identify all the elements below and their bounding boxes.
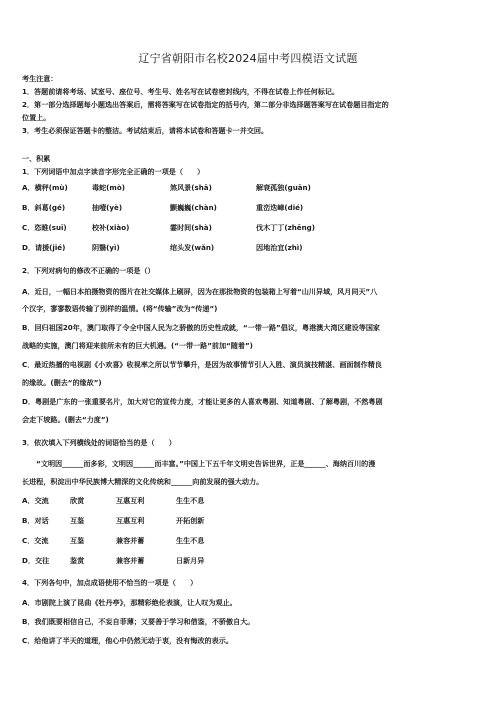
text-line: A．近日，一幅日本拍摄物资的图片在社交媒体上刷屏，因为在那批物资的包装箱上写着“山川异域，风月同天”八 bbox=[22, 287, 378, 296]
notice-line: 1．答题前请将考场、试室号、座位号、考生号、姓名写在试卷密封线内，不得在试卷上作任何标记。 bbox=[22, 87, 340, 96]
option-part: 解衰孤独(guān) bbox=[256, 183, 311, 192]
page-title: 辽宁省朝阳市名校2024届中考四模语文试题 bbox=[138, 52, 358, 65]
notice-line: 2．第一部分选择题每小题选出答案后，需将答案写在试卷指定的括号内，第二部分非选择题答案写在试卷题目指定的 bbox=[22, 100, 389, 109]
option-part: A．交流 bbox=[22, 496, 49, 505]
q1-option-c bbox=[22, 223, 474, 233]
text-line: C．最近热播的电视剧《小欢喜》收视率之所以节节攀升，是因为故事情节引人入胜、演员演技精湛、画面制作精良 bbox=[22, 360, 382, 369]
option-part: 颤巍巍(chàn) bbox=[170, 203, 217, 212]
option-part: D．请援(jié) bbox=[22, 243, 66, 252]
option-part: 兼容并蓄 bbox=[116, 536, 145, 545]
option-part: 生生不息 bbox=[176, 496, 205, 505]
q3-option-c bbox=[22, 536, 474, 546]
text-line: 会走下坡路。(删去“力度”) bbox=[22, 415, 109, 424]
q3-option-b bbox=[22, 516, 474, 526]
text-line: 战略的实施，澳门将迎来前所未有的巨大机遇。(“一带一路”前加“随着”) bbox=[22, 341, 253, 350]
question-stem: 2．下列对病句的修改不正确的一项是（） bbox=[22, 266, 155, 275]
text-line: D．粤剧是广东的一张重要名片，加大对它的宣传力度，才能让更多的人喜欢粤剧、知道粤剧、了解粤剧，不然粤剧 bbox=[22, 397, 383, 406]
text-line: A．市剧院上演了昆曲《牡丹亭》，那精彩绝伦表演，让人叹为观止。 bbox=[22, 598, 237, 607]
question-stem: 4．下列各句中，加点成语使用不恰当的一项是（ ） bbox=[22, 578, 198, 587]
option-part: C．交流 bbox=[22, 536, 49, 545]
option-part: 重峦迭嶂(dié) bbox=[256, 203, 304, 212]
q1-option-d bbox=[22, 243, 474, 253]
option-part: 互惠互利 bbox=[116, 516, 145, 525]
notice-line: 位置上。 bbox=[22, 113, 51, 122]
text-line: 个汉字，寥寥数语传输了别样的温情。(将“传输”改为“传递”) bbox=[22, 304, 218, 313]
option-part: 煞风景(shā) bbox=[170, 183, 212, 192]
text-line: C．给他讲了半天的道理，他心中仍然无动于衷，没有悔改的表示。 bbox=[22, 636, 233, 645]
option-part: 开拓创新 bbox=[176, 516, 205, 525]
option-part: D．交往 bbox=[22, 556, 50, 565]
option-part: 互鉴 bbox=[70, 536, 85, 545]
option-part: 日新月异 bbox=[176, 556, 205, 565]
option-part: 欣赏 bbox=[70, 496, 85, 505]
option-part: A．横秤(mù) bbox=[22, 183, 68, 192]
option-part: 因地治宜(zhì) bbox=[256, 243, 303, 252]
option-part: 绾头发(wǎn) bbox=[170, 243, 215, 252]
text-line: 的缘故。(删去“的缘故”) bbox=[22, 378, 102, 387]
text-line: B．我们既要相信自己，不妄自菲薄；又要善于学习和借鉴，不骄傲自大。 bbox=[22, 617, 255, 626]
option-part: B．对话 bbox=[22, 516, 49, 525]
option-part: 阴翳(yì) bbox=[92, 243, 120, 252]
option-part: 鉴赏 bbox=[70, 556, 85, 565]
option-part: 抽噎(yè) bbox=[92, 203, 123, 212]
q1-option-b bbox=[22, 203, 474, 213]
text-line: “文明因______而多彩，文明因______而丰富。”中国上下五千年文明史告诉世界，正是______、海纳百川的漫 bbox=[22, 459, 376, 468]
q3-option-a bbox=[22, 496, 474, 506]
option-part: 互鉴 bbox=[70, 516, 85, 525]
question-stem: 1．下列词语中加点字读音字形完全正确的一项是（ ） bbox=[22, 167, 205, 176]
q3-option-d bbox=[22, 556, 474, 566]
option-part: 互惠互利 bbox=[116, 496, 145, 505]
option-part: C．恣睢(suī) bbox=[22, 223, 67, 232]
option-part: 兼容并蓄 bbox=[116, 556, 145, 565]
option-part: 霎时间(shà) bbox=[170, 223, 212, 232]
option-part: B．斜葛(gé) bbox=[22, 203, 66, 212]
option-part: 生生不息 bbox=[176, 536, 205, 545]
option-part: 校补(xiào) bbox=[92, 223, 130, 232]
notice-line: 3．考生必须保证答题卡的整洁。考试结束后，请将本试卷和答题卡一并交回。 bbox=[22, 126, 269, 135]
q1-option-a bbox=[22, 183, 474, 193]
section-heading: 一、积累 bbox=[22, 154, 51, 163]
option-part: 毒蛇(mò) bbox=[92, 183, 125, 192]
notice-heading: 考生注意： bbox=[22, 74, 58, 83]
text-line: B．回归祖国20年，澳门取得了令全中国人民为之骄傲的历史性成就，“一带一路”倡议，粤港澳大湾区建设等国家 bbox=[22, 323, 381, 332]
text-line: 长进程，积淀出中华民族博大精深的文化传统和______向前发展的强大动力。 bbox=[22, 477, 264, 486]
question-stem: 3．依次填入下列横线处的词语恰当的是（ ） bbox=[22, 438, 176, 447]
option-part: 伐木丁丁(zhēng) bbox=[256, 223, 315, 232]
